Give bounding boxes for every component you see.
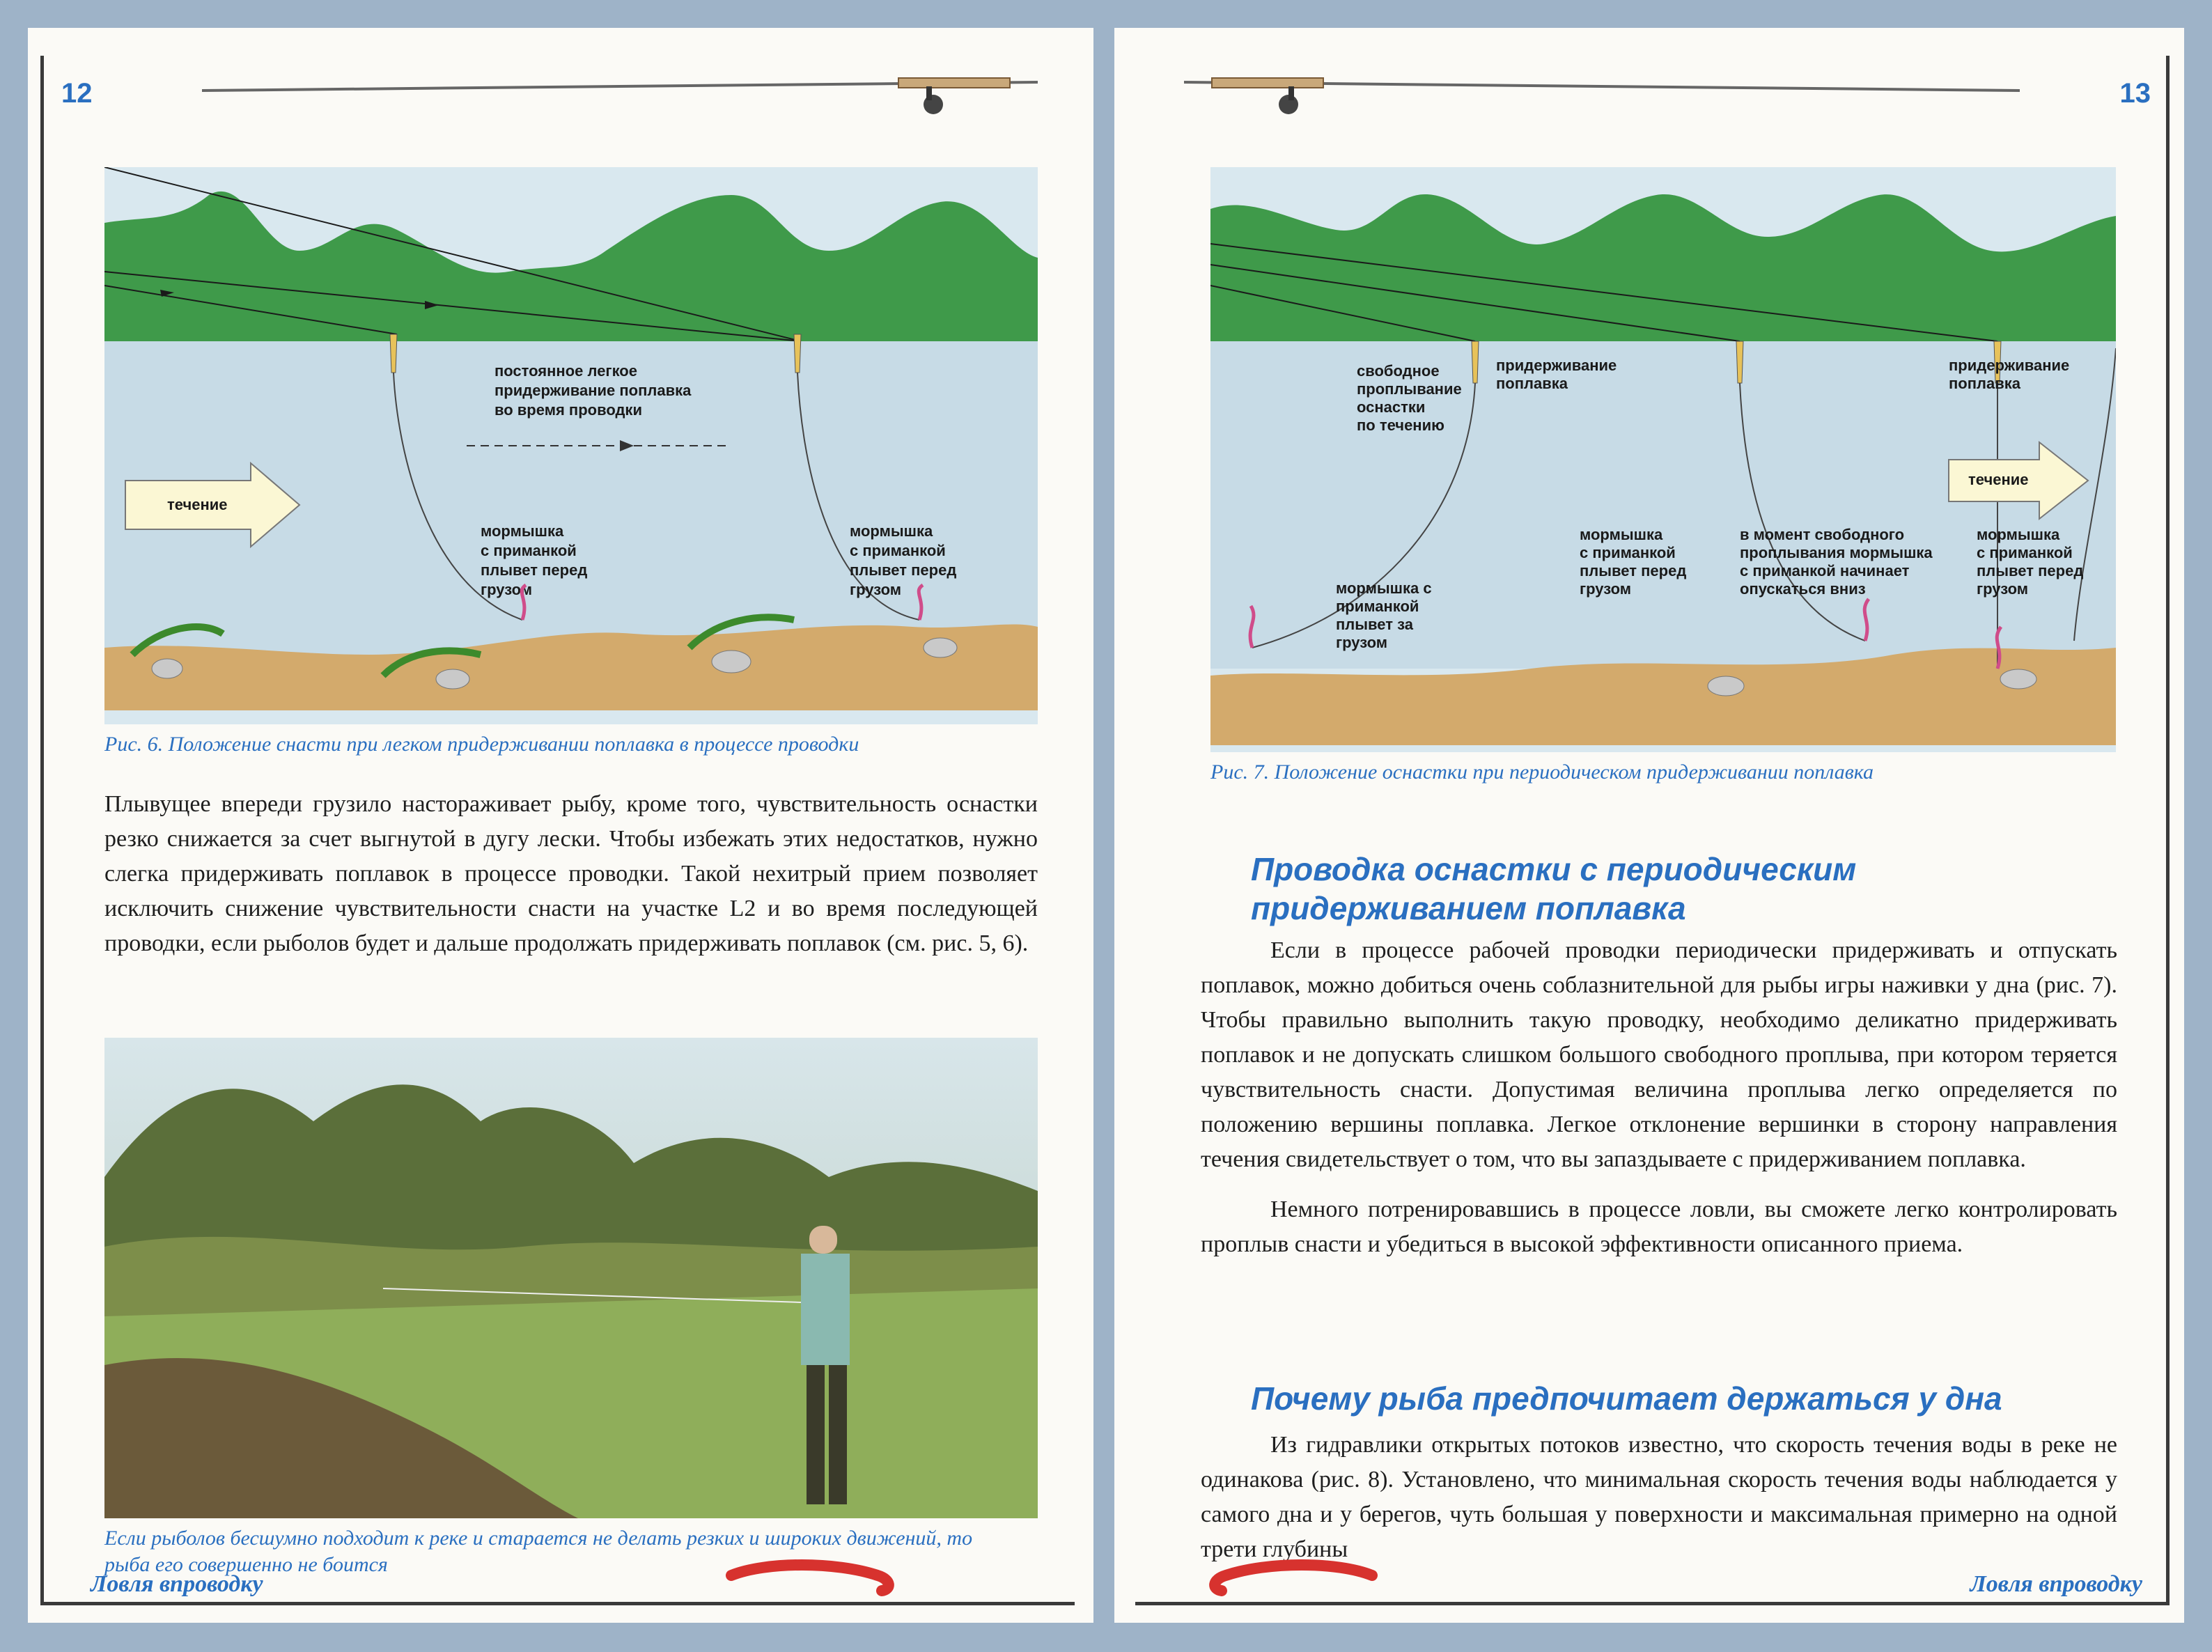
paragraph-1: Если в процессе рабочей проводки периодически придерживать и отпускать поплавок, можно добиться очень соблазнительной для рыбы игры наживки у дна (рис. 7). Чтобы правильно выполнить такую проводку, необходимо деликатно придерживать поплавок и не допускать слишком большого свободного проплыва, при котором теряется чувствительность снасти. Допустимая величина проплыва легко определяется по положению вершины поплавка. Легкое отклонение вершинки в сторону направления течения свидетельствует о том, что вы запаздываете с придерживанием поплавка.	[1201, 937, 2117, 1172]
page-number: 12	[61, 78, 93, 109]
fishing-rod-icon	[202, 75, 1038, 117]
right-paragraphs	[1201, 933, 2117, 1262]
holding2-label-2: поплавка	[1949, 375, 2020, 392]
behind-label-1: мормышка с	[1336, 579, 1432, 597]
ahead2-label-1: мормышка	[1977, 526, 2060, 543]
figure-7-diagram	[1210, 167, 2116, 752]
sinking-label-4: опускаться вниз	[1740, 580, 1866, 598]
right-paragraph-3	[1201, 1428, 2117, 1567]
ahead1-label-1: мормышка	[1580, 526, 1663, 543]
holding2-label-1: придерживание	[1949, 357, 2070, 374]
figure-7-caption: Рис. 7. Положение оснастки при периодическом придерживании поплавка	[1210, 761, 1874, 784]
lure1-label-3: плывет перед	[481, 561, 588, 579]
angler-photo	[104, 1038, 1038, 1518]
section-heading-2: Почему рыба предпочитает держаться у дна	[1251, 1380, 2002, 1417]
left-paragraph	[104, 787, 1038, 961]
holding1-label-1: придерживание	[1496, 357, 1617, 374]
right-footer-title: Ловля впроводку	[1970, 1571, 2142, 1597]
lure-worm-icon-right	[1205, 1554, 1379, 1596]
page-number-right: 13	[2119, 78, 2151, 109]
ahead1-label-4: грузом	[1580, 580, 1632, 598]
lure2-label-4: грузом	[850, 581, 902, 598]
current-label-right: течение	[1968, 471, 2029, 488]
holding-label-2: придерживание поплавка	[494, 382, 692, 399]
free-float-label-4: по течению	[1357, 416, 1444, 434]
lure-worm-icon	[724, 1554, 898, 1596]
left-page	[28, 28, 1093, 1623]
lure2-label-3: плывет перед	[850, 561, 957, 579]
lure2-label-1: мормышка	[850, 522, 933, 540]
ahead2-label-4: грузом	[1977, 580, 2029, 598]
sinking-label-2: проплывания мормышка	[1740, 544, 1933, 561]
section-heading-1	[1251, 850, 2087, 928]
lure1-label-1: мормышка	[481, 522, 564, 540]
holding-label-1: постоянное легкое	[494, 362, 637, 380]
left-footer-title: Ловля впроводку	[91, 1571, 263, 1597]
right-page	[1114, 28, 2184, 1623]
section-heading-1-line-1: Проводка оснастки с периодическим	[1251, 851, 1857, 887]
lure1-label-2: с приманкой	[481, 542, 577, 559]
free-float-label-3: оснастки	[1357, 398, 1426, 416]
ahead1-label-2: с приманкой	[1580, 544, 1676, 561]
behind-label-2: приманкой	[1336, 598, 1419, 615]
holding1-label-2: поплавка	[1496, 375, 1568, 392]
lure2-label-2: с приманкой	[850, 542, 946, 559]
behind-label-4: грузом	[1336, 634, 1388, 651]
paragraph-3: Из гидравлики открытых потоков известно, что скорость течения воды в реке не одинакова (рис. 8). Установлено, что минимальная скорость течения воды наблюдается у самого дна и у берегов, чуть большая у поверхности и максимальная примерно на одной трети глубины	[1201, 1432, 2117, 1562]
holding-label-3: во время проводки	[494, 401, 642, 419]
ahead1-label-3: плывет перед	[1580, 562, 1687, 579]
photo-caption: Если рыболов бесшумно подходит к реке и старается не делать резких и широких движений, то рыба его совершенно не боится	[104, 1527, 973, 1576]
sinking-label-1: в момент свободного	[1740, 526, 1905, 543]
current-label: течение	[167, 496, 228, 513]
behind-label-3: плывет за	[1336, 616, 1413, 633]
paragraph-2: Немного потренировавшись в процессе ловли, вы сможете легко контролировать проплыв снасти и убедиться в высокой эффективности описанного приема.	[1201, 1197, 2117, 1257]
lure1-label-4: грузом	[481, 581, 533, 598]
left-paragraph-text: Плывущее впереди грузило настораживает рыбу, кроме того, чувствительность оснастки резко снижается за счет выгнутой в дугу лески. Чтобы избежать этих недостатков, нужно слегка придерживать поплавок в процессе проводки. Такой нехитрый прием позволяет исключить снижение чувствительности снасти на участке L2 и во время последующей проводки, если рыболов будет и дальше продолжать придерживать поплавок (см. рис. 5, 6).	[104, 791, 1038, 956]
ahead2-label-2: с приманкой	[1977, 544, 2073, 561]
figure-6-diagram	[104, 167, 1038, 724]
ahead2-label-3: плывет перед	[1977, 562, 2084, 579]
sinking-label-3: с приманкой начинает	[1740, 562, 1910, 579]
section-heading-1-line-2: придерживанием поплавка	[1251, 890, 1686, 926]
free-float-label-1: свободное	[1357, 362, 1440, 380]
free-float-label-2: проплывание	[1357, 380, 1462, 398]
figure-6-caption: Рис. 6. Положение снасти при легком придерживании поплавка в процессе проводки	[104, 733, 859, 756]
fishing-rod-icon-right	[1184, 75, 2020, 117]
